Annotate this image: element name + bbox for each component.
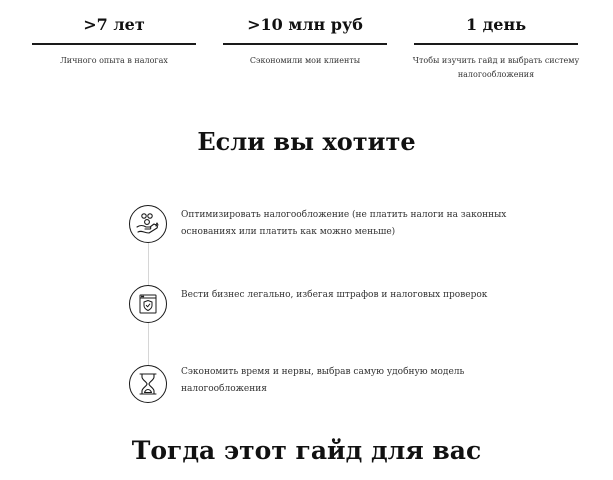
stat-value: >10 млн руб xyxy=(247,15,363,34)
stat-value: 1 день xyxy=(465,15,527,34)
stat-divider xyxy=(414,43,578,45)
stat-caption: Личного опыта в налогах xyxy=(60,56,168,65)
item-text: Оптимизировать налогообложение (не платить налоги на законных основаниях или платить как можно меньше) xyxy=(181,210,507,237)
stat-caption: Чтобы изучить гайд и выбрать систему налогообложения xyxy=(412,56,580,79)
item-text: Вести бизнес легально, избегая штрафов и налоговых проверок xyxy=(181,290,488,300)
stat-value: >7 лет xyxy=(83,15,145,34)
section-title-guide: Тогда этот гайд для вас xyxy=(131,436,482,465)
shield-browser-icon xyxy=(129,285,167,323)
hand-coins-icon xyxy=(129,205,167,243)
item-text: Сэкономить время и нервы, выбрав самую удобную модель налогообложения xyxy=(181,367,465,394)
stat-divider xyxy=(223,43,387,45)
section-title-wants: Если вы хотите xyxy=(197,127,416,156)
stat-caption: Сэкономили мои клиенты xyxy=(249,56,361,65)
stats-row xyxy=(0,0,613,100)
hourglass-icon xyxy=(129,365,167,403)
stat-divider xyxy=(32,43,196,45)
